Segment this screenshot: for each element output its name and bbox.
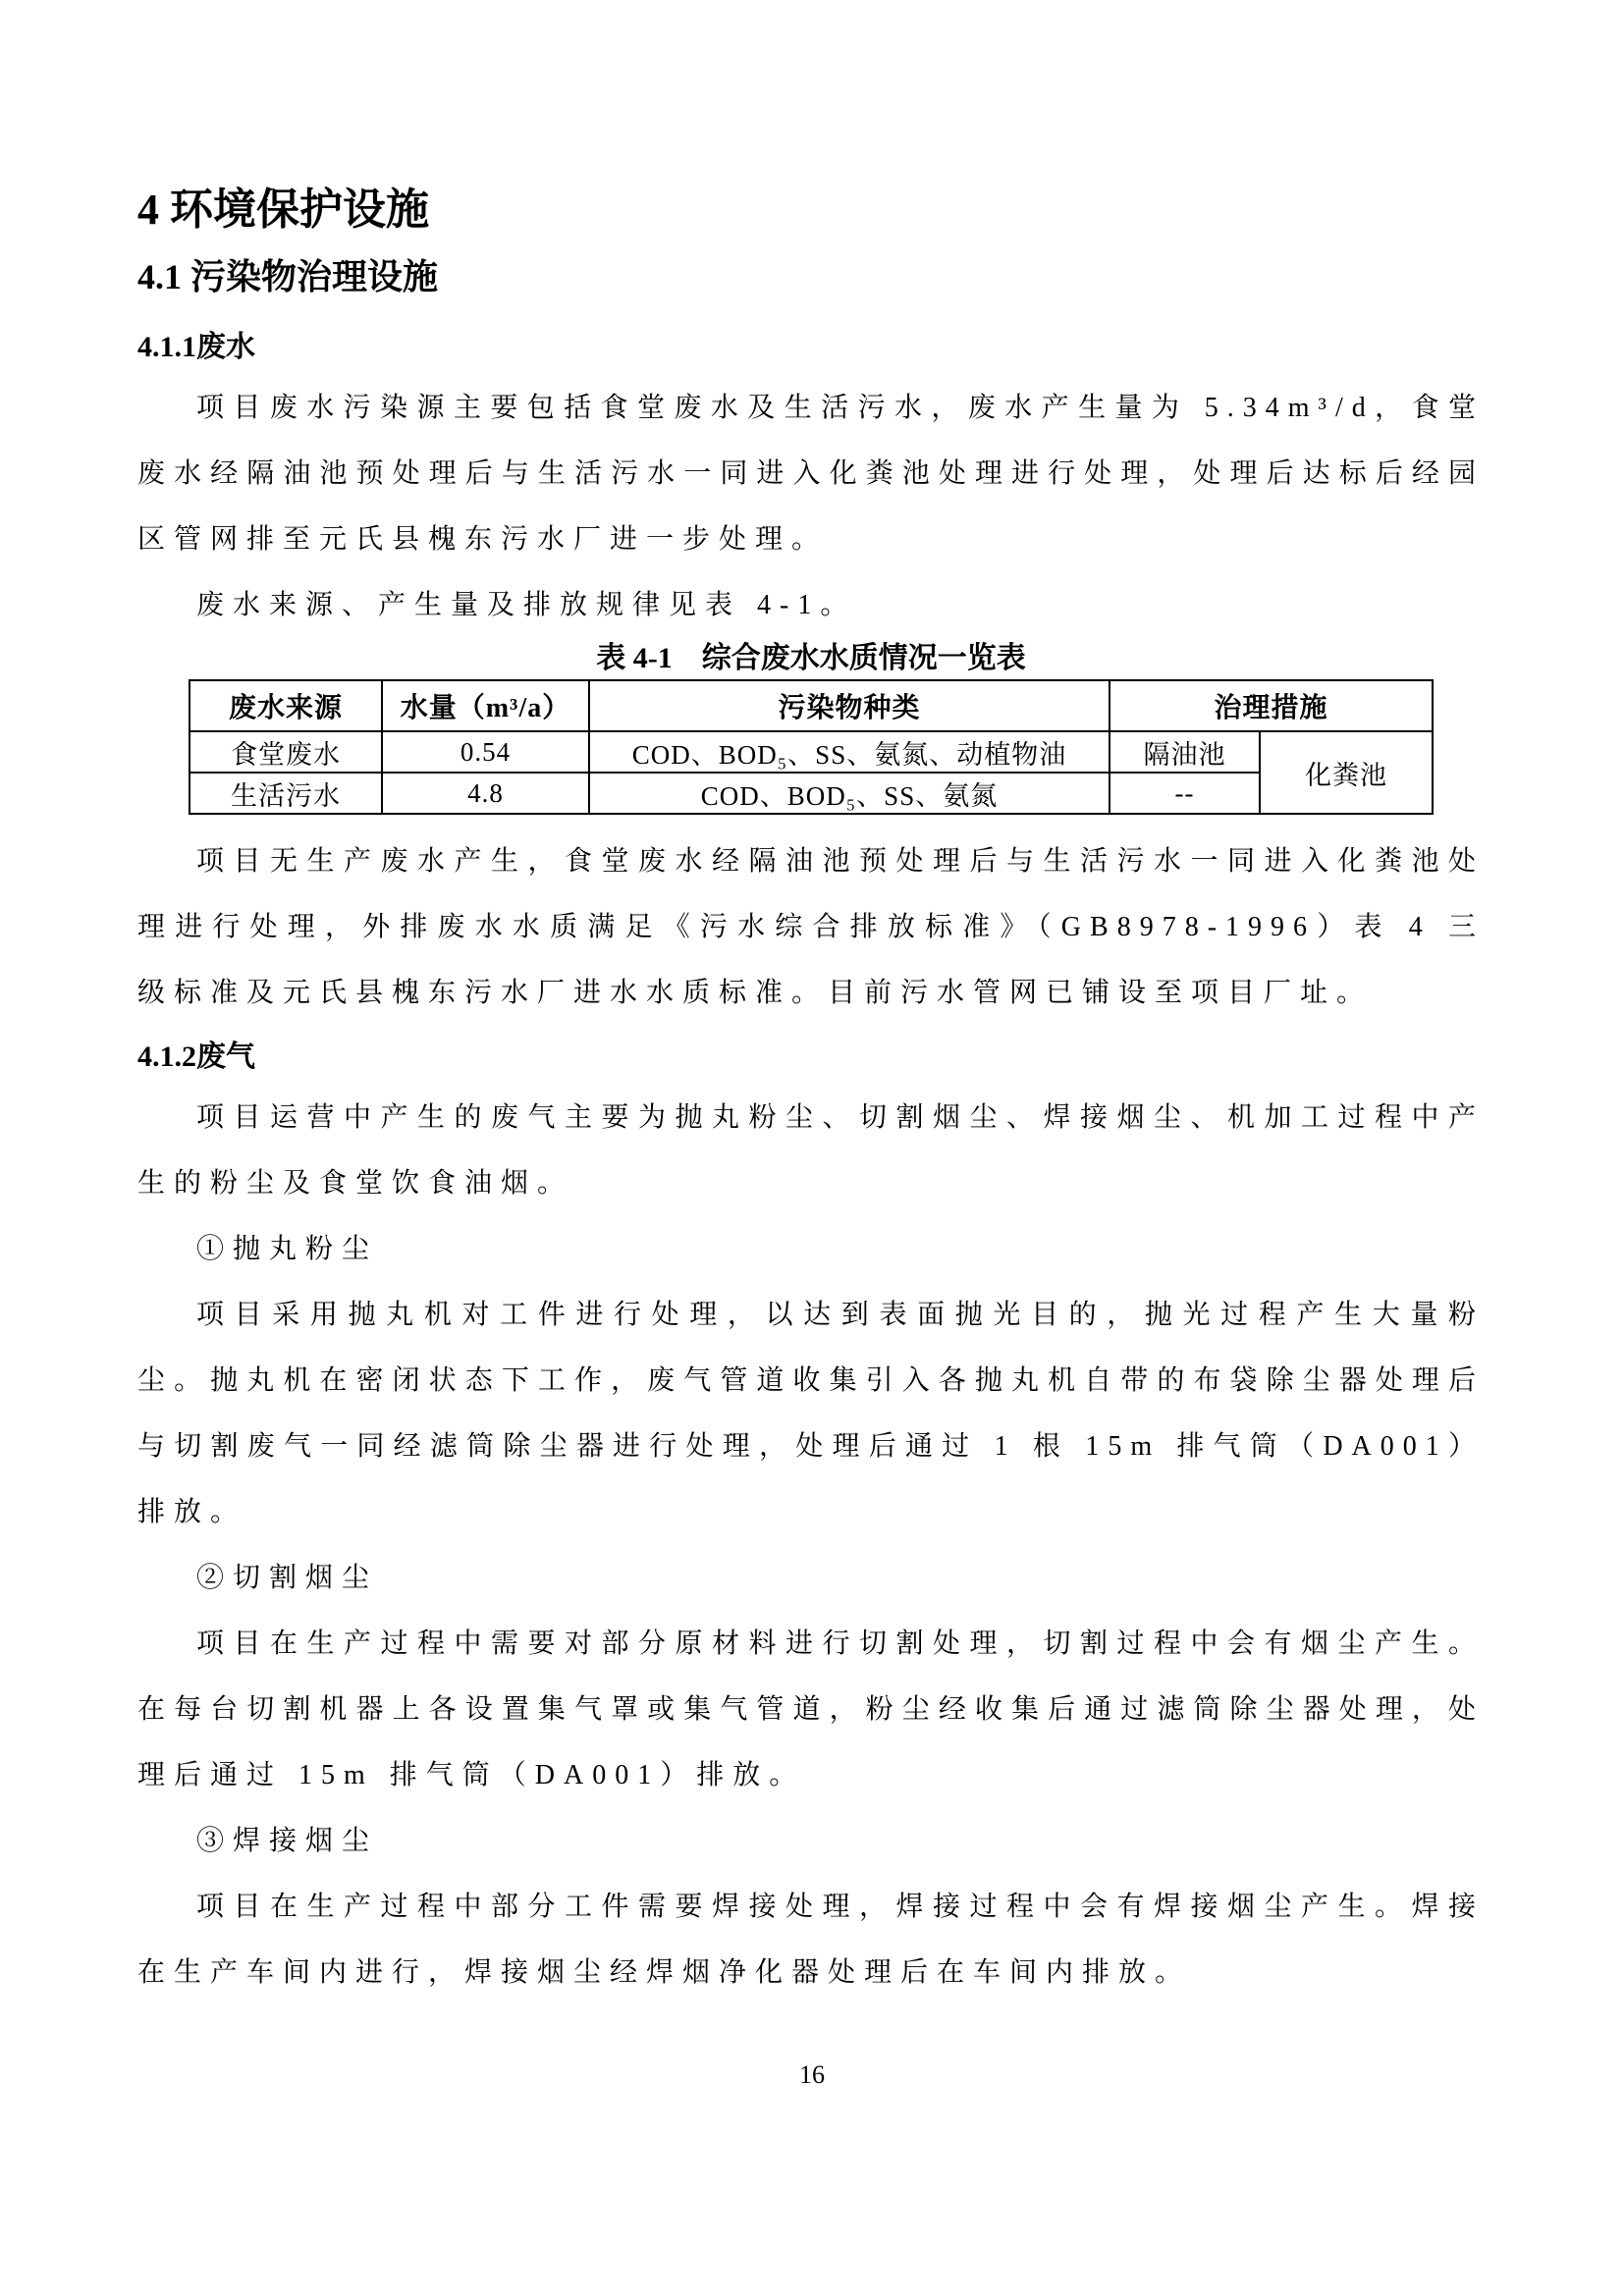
header-cell-amount: 水量（m³/a）	[382, 680, 589, 731]
section-heading: 4.1 污染物治理设施	[137, 257, 439, 296]
paragraph-welding-fume: 项目在生产过程中部分工件需要焊接处理，焊接过程中会有焊接烟尘产生。焊接在生产车间内进行，焊接烟尘经焊烟净化器处理后在车间内排放。	[137, 1892, 1485, 1988]
header-cell-treatment: 治理措施	[1110, 680, 1433, 731]
item-label-welding-fume: ③焊接烟尘	[196, 1826, 379, 1856]
table-row	[189, 731, 1433, 773]
header-cell-pollutants: 污染物种类	[589, 680, 1110, 731]
cell-measure: 隔油池	[1110, 731, 1260, 773]
cell-treatment-shared: 化粪池	[1260, 731, 1433, 814]
cell-amount: 0.54	[382, 731, 589, 773]
paragraph-shot-blasting-dust: 项目采用抛丸机对工件进行处理，以达到表面抛光目的，抛光过程产生大量粉尘。抛丸机在密闭状态下工作，废气管道收集引入各抛丸机自带的布袋除尘器处理后与切割废气一同经滤筒除尘器进行处理，处理后通过 1 根 15m 排气筒（DA001）排放。	[137, 1300, 1485, 1527]
paragraph-wastewater-after-table: 项目无生产废水产生，食堂废水经隔油池预处理后与生活污水一同进入化粪池处理进行处理，外排废水水质满足《污水综合排放标准》（GB8978-1996）表 4 三级标准及元氏县槐东污水厂进水水质标准。目前污水管网已铺设至项目厂址。	[137, 846, 1485, 1008]
table-row	[189, 773, 1433, 814]
item-label-cutting-fume: ②切割烟尘	[196, 1563, 379, 1593]
cell-measure: --	[1110, 773, 1260, 814]
paragraph-gas-intro: 项目运营中产生的废气主要为抛丸粉尘、切割烟尘、焊接烟尘、机加工过程中产生的粉尘及食堂饮食油烟。	[137, 1102, 1485, 1199]
wastewater-quality-table	[189, 679, 1434, 815]
cell-pollutants: COD、BOD₅、SS、氨氮、动植物油	[589, 731, 1110, 773]
paragraph-wastewater-intro: 项目废水污染源主要包括食堂废水及生活污水，废水产生量为 5.34m³/d，食堂废水经隔油池预处理后与生活污水一同进入化粪池处理进行处理，处理后达标后经园区管网排至元氏县槐东污水厂进一步处理。	[137, 393, 1485, 555]
subsection-heading-gas: 4.1.2废气	[137, 1041, 255, 1073]
table-header-row	[189, 680, 1433, 731]
table-title: 表 4-1 综合废水水质情况一览表	[596, 642, 1026, 674]
subsection-heading-wastewater: 4.1.1废水	[137, 331, 255, 363]
cell-source: 生活污水	[189, 773, 382, 814]
paragraph-cutting-fume: 项目在生产过程中需要对部分原材料进行切割处理，切割过程中会有烟尘产生。在每台切割机器上各设置集气罩或集气管道，粉尘经收集后通过滤筒除尘器处理，处理后通过 15m 排气筒（DA001）排放。	[137, 1629, 1485, 1790]
paragraph-table-reference: 废水来源、产生量及排放规律见表 4-1。	[196, 590, 857, 620]
page-number: 16	[799, 2060, 825, 2089]
cell-pollutants: COD、BOD₅、SS、氨氮	[589, 773, 1110, 814]
header-cell-source: 废水来源	[189, 680, 382, 731]
cell-source: 食堂废水	[189, 731, 382, 773]
item-label-shot-blasting-dust: ①抛丸粉尘	[196, 1234, 379, 1264]
cell-amount: 4.8	[382, 773, 589, 814]
chapter-heading: 4 环境保护设施	[137, 186, 429, 234]
